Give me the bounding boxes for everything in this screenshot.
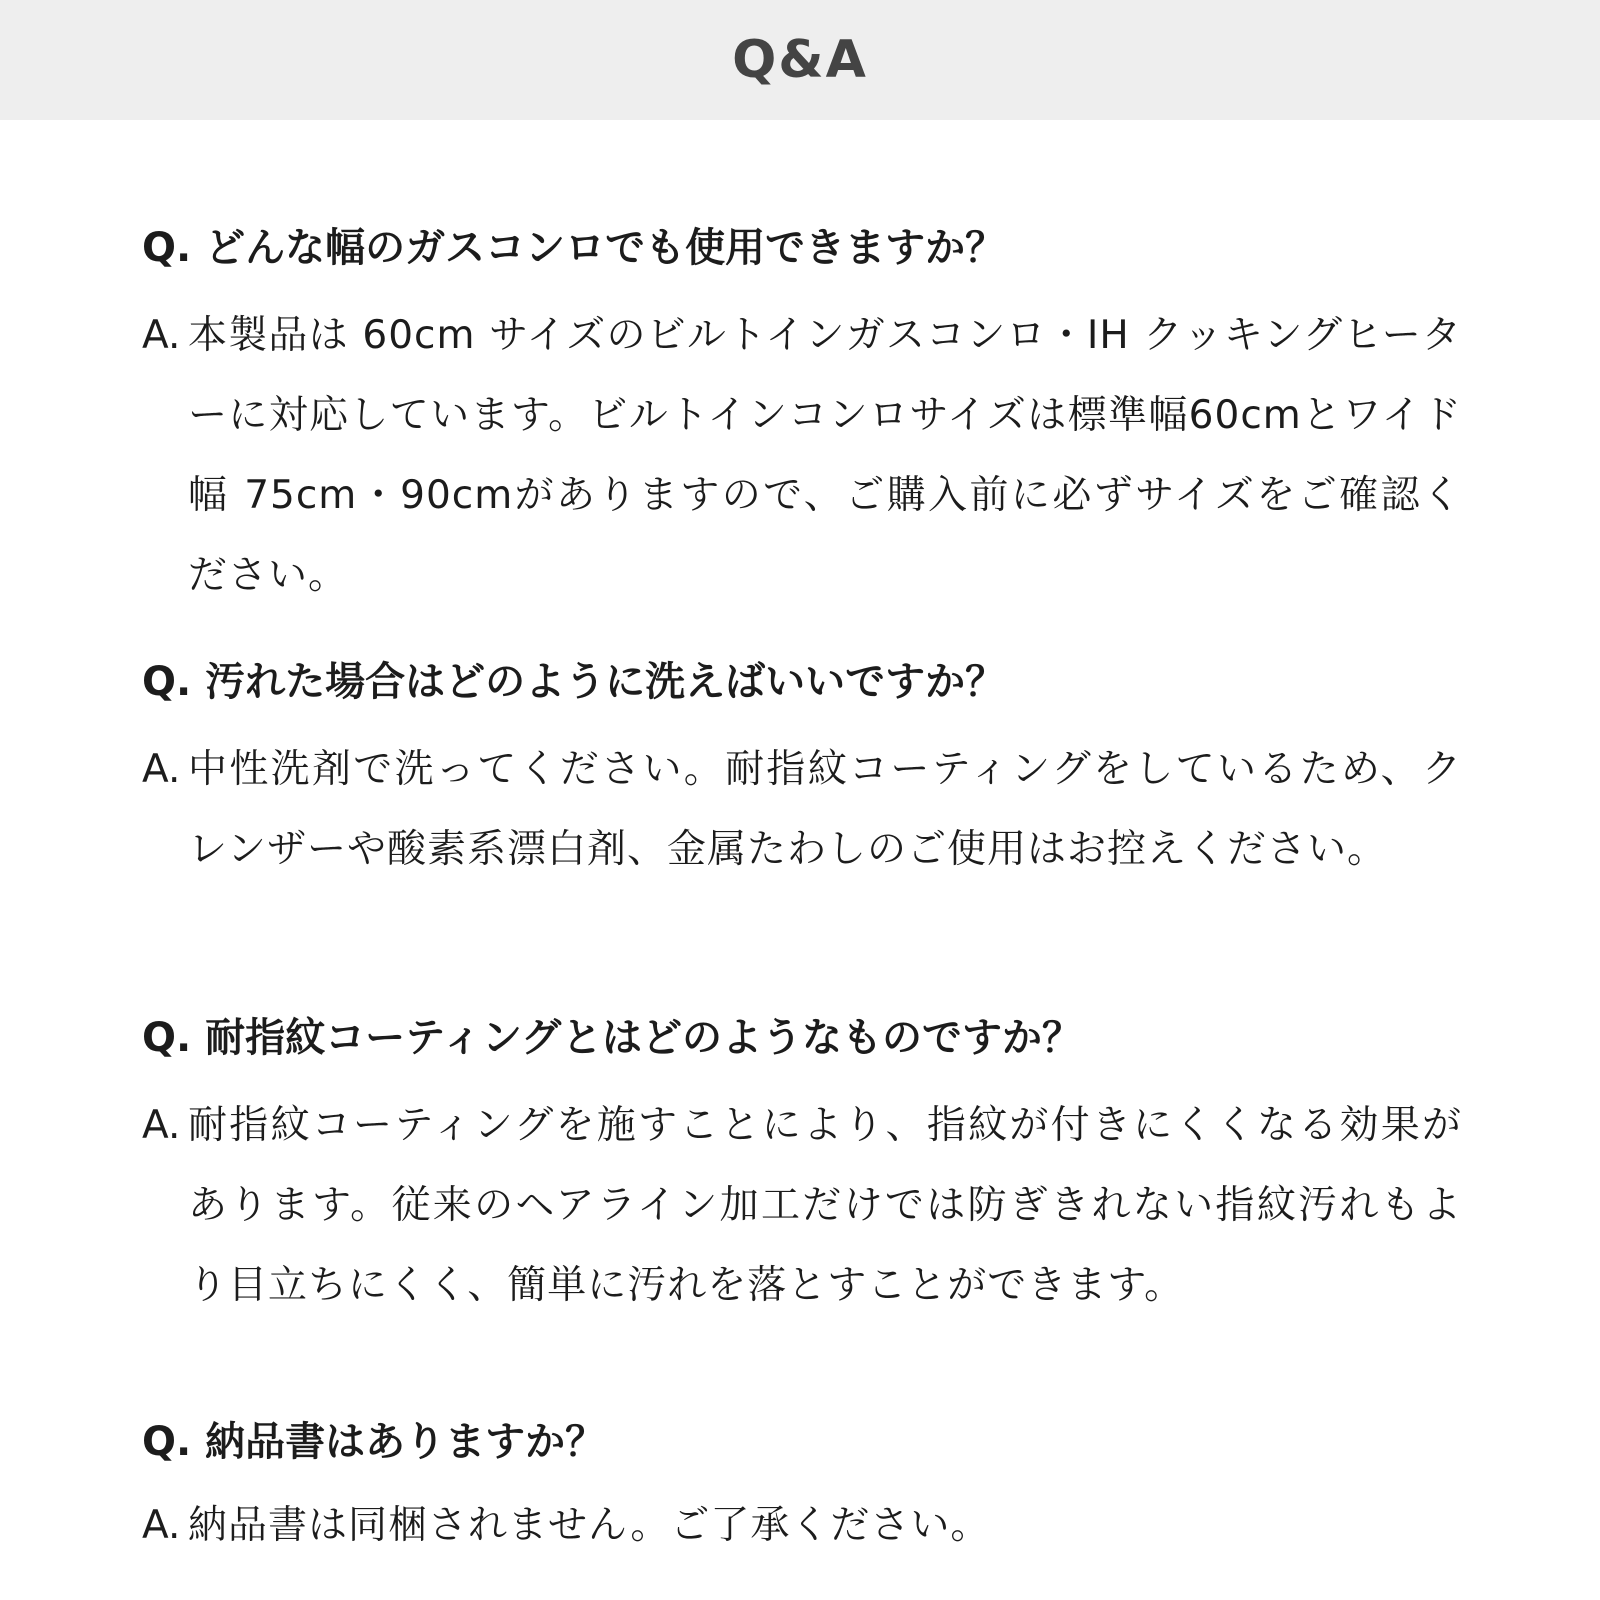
answer-text: 中性洗剤で洗ってください。耐指紋コーティングをしているため、クレンザーや酸素系漂白剤、金属たわしのご使用はお控えください。 [188, 747, 1462, 872]
answer [142, 1086, 1462, 1326]
answer-mark: A. [142, 1503, 181, 1548]
answer-mark: A. [142, 747, 181, 792]
question-mark: Q. [142, 1015, 192, 1061]
header-bar [0, 0, 1600, 120]
answer-mark: A. [142, 313, 181, 358]
question-text: 汚れた場合はどのように洗えばいいですか？ [205, 659, 1006, 705]
question-text: 納品書はありますか？ [205, 1419, 606, 1465]
answer [142, 1486, 1462, 1566]
question-mark: Q. [142, 659, 192, 705]
qa-item [142, 1412, 1462, 1566]
qa-item [142, 652, 1462, 890]
question [142, 1412, 1462, 1472]
answer-text: 本製品は 60cm サイズのビルトインガスコンロ・IH クッキングヒーターに対応しています。ビルトインコンロサイズは標準幅60cmとワイド幅 75cm・90cmがありますので、ご購入前に必ずサイズをご確認ください。 [188, 313, 1462, 598]
answer-text: 耐指紋コーティングを施すことにより、指紋が付きにくくなる効果があります。従来のヘアライン加工だけでは防ぎきれない指紋汚れもより目立ちにくく、簡単に汚れを落とすことができます。 [188, 1103, 1462, 1308]
answer-text: 納品書は同梱されません。ご了承ください。 [188, 1503, 991, 1548]
question-text: 耐指紋コーティングとはどのようなものですか？ [205, 1015, 1082, 1061]
qa-item [142, 1008, 1462, 1326]
answer [142, 730, 1462, 890]
question [142, 652, 1462, 712]
question-mark: Q. [142, 1419, 192, 1465]
answer-mark: A. [142, 1103, 181, 1148]
question-text: どんな幅のガスコンロでも使用できますか？ [205, 225, 1006, 271]
qa-item [142, 218, 1462, 616]
page-title: Q&A [732, 30, 868, 90]
question [142, 1008, 1462, 1068]
answer [142, 296, 1462, 616]
question [142, 218, 1462, 278]
question-mark: Q. [142, 225, 192, 271]
